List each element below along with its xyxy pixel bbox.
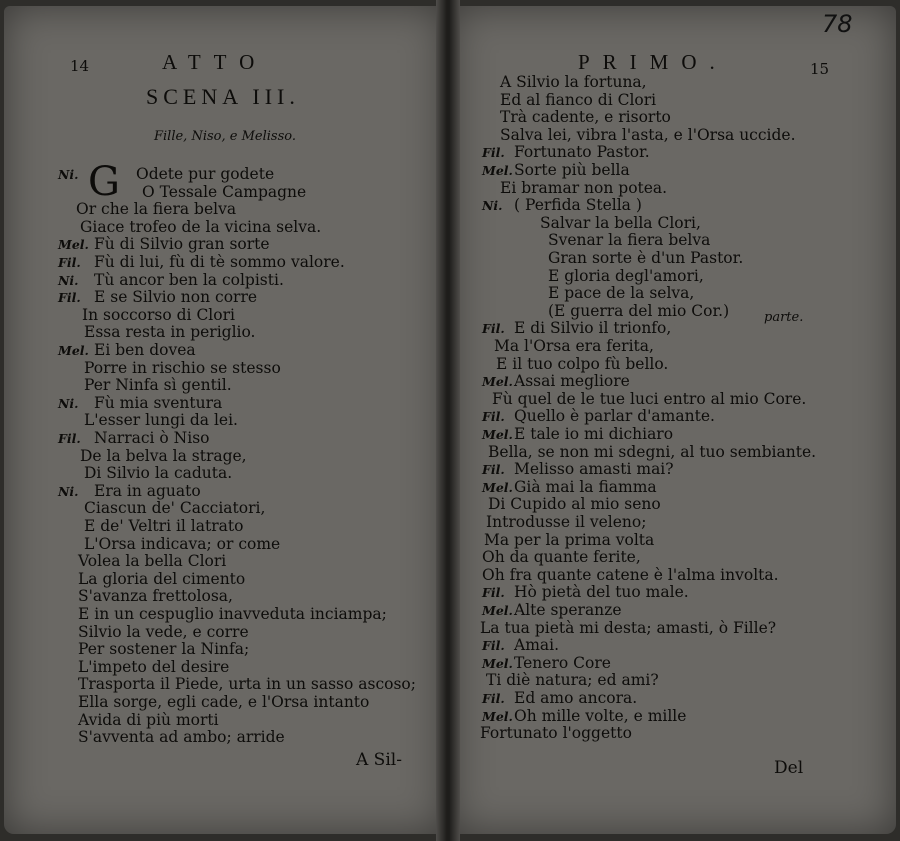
left-page-number: 14 bbox=[70, 57, 90, 75]
verse-line: Fù quel de le tue luci entro al mio Core. bbox=[492, 389, 807, 408]
right-page bbox=[452, 6, 896, 834]
verse-line: Ed al fianco di Clori bbox=[500, 90, 657, 109]
verse-line: Assai megliore bbox=[514, 372, 630, 391]
verse-line: Giace trofeo de la vicina selva. bbox=[80, 217, 322, 236]
speaker-label: Mel. bbox=[58, 343, 89, 358]
drop-cap: G bbox=[88, 159, 120, 205]
speaker-label: Fil. bbox=[482, 585, 505, 601]
left-running-head: ATTO bbox=[162, 50, 268, 74]
verse-line: Introdusse il veleno; bbox=[486, 513, 647, 531]
verse-line: Ciascun de' Cacciatori, bbox=[84, 499, 266, 518]
verse-line: Ma per la prima volta bbox=[484, 530, 655, 549]
verse-line: L'esser lungi da lei. bbox=[84, 411, 238, 430]
verse-line: Fù di lui, fù di tè sommo valore. bbox=[94, 253, 345, 271]
verse-line: Salvar la bella Clori, bbox=[540, 213, 701, 232]
verse-line: Amai. bbox=[514, 636, 560, 655]
verse-line: Ei bramar non potea. bbox=[500, 178, 668, 197]
verse-line: (E guerra del mio Cor.) bbox=[548, 301, 730, 320]
verse-line: Ti diè natura; ed ami? bbox=[486, 671, 659, 690]
handwritten-folio-number: 78 bbox=[822, 10, 853, 38]
verse-line: Oh mille volte, e mille bbox=[514, 706, 687, 725]
verse-line: Melisso amasti mai? bbox=[514, 460, 674, 479]
verse-line: Avida di più morti bbox=[78, 710, 219, 729]
speaker-label: Fil. bbox=[58, 431, 81, 446]
right-running-head: PRIMO. bbox=[578, 50, 728, 74]
verse-line: Or che la fiera belva bbox=[76, 200, 237, 219]
verse-line: Odete pur godete bbox=[136, 165, 275, 183]
verse-line: A Silvio la fortuna, bbox=[500, 73, 647, 91]
verse-line: Narraci ò Niso bbox=[94, 429, 210, 447]
verse-line: E pace de la selva, bbox=[548, 284, 695, 303]
speaker-label: Ni. bbox=[58, 395, 79, 411]
verse-line: E de' Veltri il latrato bbox=[84, 517, 244, 535]
speaker-label: Mel. bbox=[482, 708, 513, 724]
verse-line: E se Silvio non corre bbox=[94, 288, 258, 307]
verse-line: Sorte più bella bbox=[514, 161, 630, 179]
cast-list: Fille, Niso, e Melisso. bbox=[154, 129, 296, 144]
verse-line: Trà cadente, e risorto bbox=[500, 108, 671, 127]
speaker-label: Mel. bbox=[482, 603, 513, 618]
verse-line: Quello è parlar d'amante. bbox=[514, 407, 715, 426]
verse-line: Già mai la fiamma bbox=[514, 477, 657, 496]
verse-line: Bella, se non mi sdegni, al tuo sembiante. bbox=[488, 442, 817, 461]
verse-line: S'avanza frettolosa, bbox=[78, 587, 233, 606]
verse-line: E tale io mi dichiaro bbox=[514, 425, 674, 443]
verse-line: Tenero Core bbox=[514, 653, 611, 672]
verse-line: Porre in rischio se stesso bbox=[84, 358, 281, 377]
left-catchword: A Sil- bbox=[356, 750, 402, 770]
speaker-label: Fil. bbox=[482, 691, 505, 706]
verse-line: Salva lei, vibra l'asta, e l'Orsa uccide. bbox=[500, 125, 796, 144]
verse-line: Fù mia sventura bbox=[94, 393, 223, 412]
left-page bbox=[4, 6, 444, 834]
verse-line: Svenar la fiera belva bbox=[548, 231, 711, 250]
verse-line: L'impeto del desire bbox=[78, 657, 230, 676]
verse-line: Silvio la vede, e corre bbox=[78, 622, 249, 641]
verse-line: Fortunato l'oggetto bbox=[480, 724, 632, 743]
right-page-number: 15 bbox=[810, 60, 830, 78]
verse-line: In soccorso di Clori bbox=[82, 305, 235, 324]
verse-line: ( Perfida Stella ) bbox=[514, 196, 642, 215]
verse-line: Ei ben dovea bbox=[94, 341, 196, 359]
speaker-label: Fil. bbox=[482, 321, 505, 337]
verse-line: L'Orsa indicava; or come bbox=[84, 534, 281, 553]
speaker-label: Fil. bbox=[482, 638, 505, 654]
verse-line: Oh da quante ferite, bbox=[482, 548, 641, 567]
verse-line: Essa resta in periglio. bbox=[84, 323, 256, 342]
verse-line: Di Cupido al mio seno bbox=[488, 495, 661, 514]
speaker-label: Fil. bbox=[482, 145, 505, 161]
speaker-label: Fil. bbox=[58, 255, 81, 270]
verse-line: Fù di Silvio gran sorte bbox=[94, 235, 270, 254]
verse-line: Era in aguato bbox=[94, 481, 201, 500]
speaker-label: Fil. bbox=[482, 462, 505, 478]
verse-line: La tua pietà mi desta; amasti, ò Fille? bbox=[480, 618, 777, 637]
verse-line: Ella sorge, egli cade, e l'Orsa intanto bbox=[78, 693, 370, 711]
stage-direction: parte. bbox=[764, 310, 804, 325]
verse-line: O Tessale Campagne bbox=[142, 182, 307, 201]
verse-line: Volea la bella Clori bbox=[78, 552, 227, 571]
verse-line: La gloria del cimento bbox=[78, 569, 246, 588]
speaker-label: Mel. bbox=[482, 374, 513, 390]
speaker-label: Fil. bbox=[482, 409, 505, 425]
verse-line: Di Silvio la caduta. bbox=[84, 464, 233, 483]
verse-line: Hò pietà del tuo male. bbox=[514, 583, 689, 602]
verse-line: Tù ancor ben la colpisti. bbox=[94, 270, 284, 289]
verse-line: E gloria degl'amori, bbox=[548, 266, 704, 285]
verse-line: Per sostener la Ninfa; bbox=[78, 640, 250, 659]
verse-line: E il tuo colpo fù bello. bbox=[496, 354, 669, 373]
right-catchword: Del bbox=[774, 758, 804, 778]
speaker-label: Mel. bbox=[482, 427, 513, 442]
verse-line: Ed amo ancora. bbox=[514, 689, 638, 707]
verse-line: Oh fra quante catene è l'alma involta. bbox=[482, 565, 779, 584]
verse-line: Fortunato Pastor. bbox=[514, 143, 650, 162]
speaker-label: Mel. bbox=[482, 479, 513, 495]
speaker-label: Ni. bbox=[58, 167, 79, 182]
book-gutter bbox=[436, 0, 460, 841]
speaker-label: Mel. bbox=[482, 163, 513, 178]
verse-line: S'avventa ad ambo; arride bbox=[78, 728, 285, 747]
speaker-label: Ni. bbox=[58, 272, 79, 288]
speaker-label: Mel. bbox=[482, 655, 513, 671]
scene-title: SCENA III. bbox=[146, 84, 300, 109]
verse-line: E in un cespuglio inavveduta inciampa; bbox=[78, 605, 387, 623]
verse-line: Gran sorte è d'un Pastor. bbox=[548, 249, 744, 267]
speaker-label: Fil. bbox=[58, 290, 81, 306]
verse-line: E di Silvio il trionfo, bbox=[514, 319, 672, 338]
verse-line: Alte speranze bbox=[514, 601, 622, 619]
verse-line: Ma l'Orsa era ferita, bbox=[494, 337, 654, 355]
verse-line: Trasporta il Piede, urta in un sasso ascoso; bbox=[78, 675, 416, 694]
speaker-label: Ni. bbox=[58, 483, 79, 499]
verse-line: Per Ninfa sì gentil. bbox=[84, 376, 232, 395]
speaker-label: Mel. bbox=[58, 237, 89, 253]
verse-line: De la belva la strage, bbox=[80, 446, 247, 465]
speaker-label: Ni. bbox=[482, 198, 503, 214]
